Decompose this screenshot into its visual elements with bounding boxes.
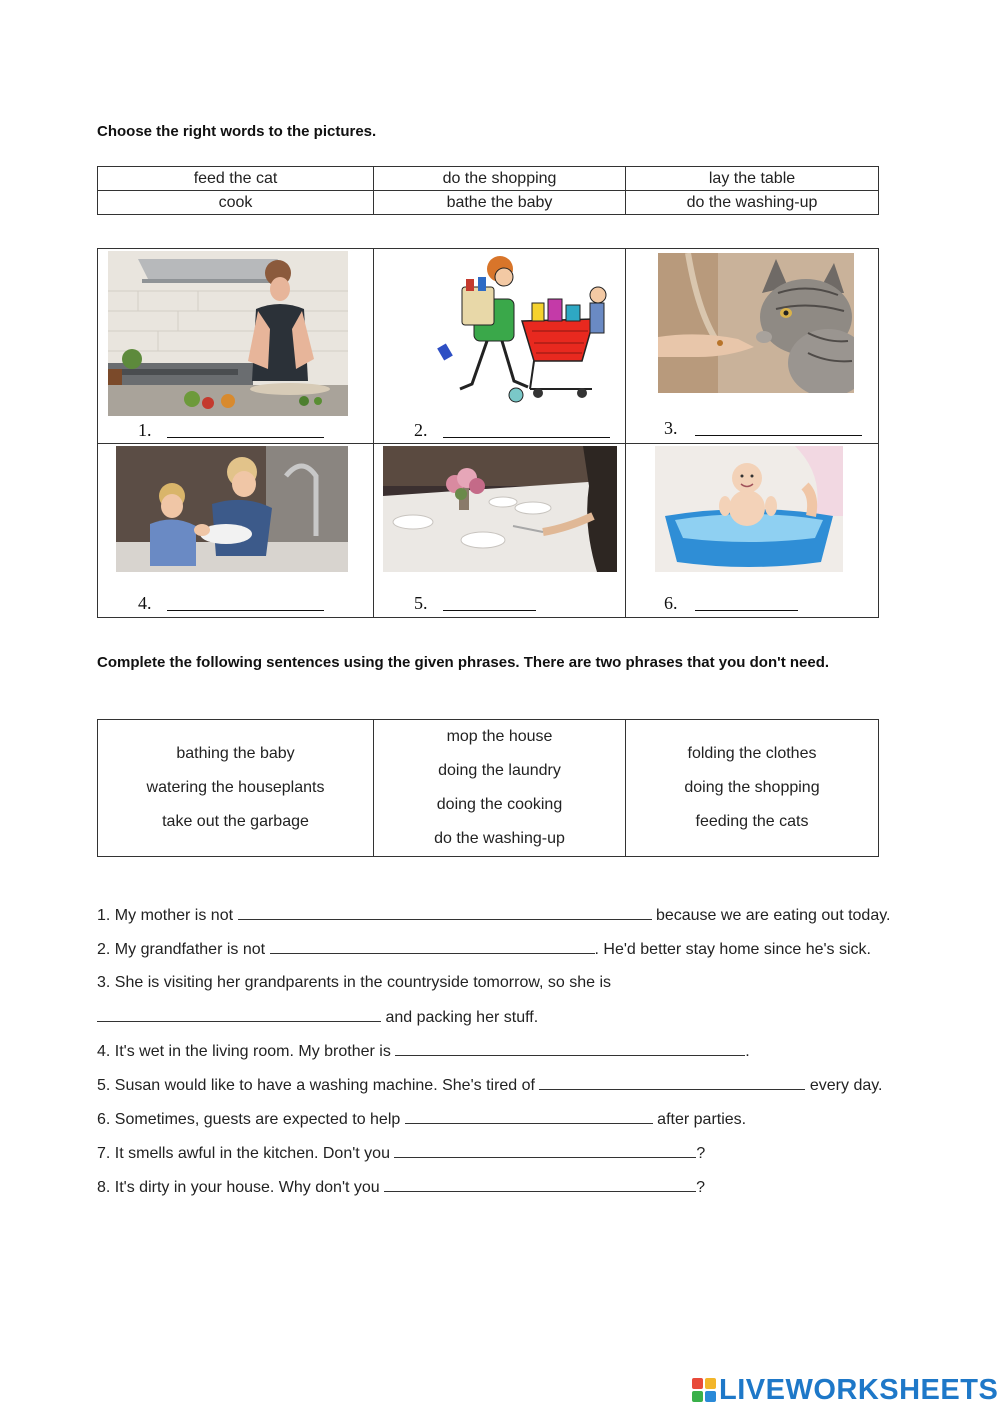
phrase: watering the houseplants bbox=[146, 779, 325, 796]
sentence-blank-2[interactable] bbox=[270, 940, 595, 954]
picture-cell-6 bbox=[626, 444, 879, 618]
sentence-8 bbox=[97, 1178, 705, 1197]
phrase: doing the laundry bbox=[438, 762, 561, 779]
sentence-5 bbox=[97, 1076, 883, 1095]
logo-mark-icon bbox=[692, 1378, 716, 1402]
sentence-7 bbox=[97, 1144, 705, 1163]
picture-cell-5 bbox=[374, 444, 626, 618]
picture-cell-1 bbox=[98, 249, 374, 444]
sentence-4 bbox=[97, 1042, 750, 1061]
shopping-cartoon bbox=[432, 249, 612, 414]
cat-photo bbox=[658, 253, 854, 393]
logo-text: LIVEWORKSHEETS bbox=[719, 1373, 999, 1406]
sentence-text: 4. It's wet in the living room. My brother is bbox=[97, 1043, 396, 1060]
sentence-text: and packing her stuff. bbox=[381, 1009, 539, 1026]
phrase-column-3 bbox=[626, 720, 879, 857]
picture-cell-3 bbox=[626, 249, 879, 444]
sentence-blank-5[interactable] bbox=[539, 1076, 805, 1090]
sentence-text: 1. My mother is not bbox=[97, 907, 238, 924]
phrase-column-2 bbox=[374, 720, 626, 857]
sentence-text: 8. It's dirty in your house. Why don't you bbox=[97, 1179, 385, 1196]
picture-number: 4. bbox=[138, 593, 152, 613]
sentence-text: because we are eating out today. bbox=[651, 907, 891, 924]
phrase: folding the clothes bbox=[687, 745, 817, 762]
sentence-text: . bbox=[745, 1043, 750, 1060]
sentence-blank-4[interactable] bbox=[395, 1042, 745, 1056]
sentence-3-continued bbox=[97, 1008, 538, 1027]
picture-cell-4 bbox=[98, 444, 374, 618]
answer-input-4[interactable] bbox=[167, 593, 324, 611]
pictures-table bbox=[97, 248, 879, 618]
answer-input-3[interactable] bbox=[695, 418, 862, 436]
word-bank-row bbox=[98, 191, 879, 215]
washing-up-photo bbox=[116, 446, 348, 572]
answer-input-5[interactable] bbox=[443, 593, 536, 611]
phrase-column-1 bbox=[98, 720, 374, 857]
sentence-text: every day. bbox=[805, 1077, 883, 1094]
answer-input-6[interactable] bbox=[695, 593, 798, 611]
sentence-3 bbox=[97, 974, 611, 992]
sentence-6 bbox=[97, 1110, 746, 1129]
sentence-blank-7[interactable] bbox=[394, 1144, 696, 1158]
section1-heading: Choose the right words to the pictures. bbox=[97, 123, 377, 140]
sentence-text: 6. Sometimes, guests are expected to help bbox=[97, 1111, 405, 1128]
picture-number: 6. bbox=[664, 593, 678, 613]
sentence-text: ? bbox=[696, 1179, 706, 1196]
section2-heading: Complete the following sentences using the given phrases. There are two phrases that you don't need. bbox=[97, 654, 830, 671]
phrase: bathing the baby bbox=[176, 745, 295, 762]
picture-number: 3. bbox=[664, 418, 678, 438]
phrase: take out the garbage bbox=[162, 813, 309, 830]
word-bank-cell: do the washing-up bbox=[626, 191, 879, 215]
sentence-text: 3. She is visiting her grandparents in the countryside tomorrow, so she is bbox=[97, 974, 612, 991]
sentence-blank-3[interactable] bbox=[97, 1008, 381, 1022]
word-bank-cell: lay the table bbox=[626, 167, 879, 191]
word-bank-row bbox=[98, 167, 879, 191]
phrase-bank-table bbox=[97, 719, 879, 857]
sentence-2 bbox=[97, 940, 871, 959]
answer-input-2[interactable] bbox=[443, 420, 610, 438]
phrase: do the washing-up bbox=[434, 830, 565, 847]
sentence-text: 5. Susan would like to have a washing machine. She's tired of bbox=[97, 1077, 540, 1094]
sentence-blank-1[interactable] bbox=[238, 906, 652, 920]
phrase: feeding the cats bbox=[695, 813, 809, 830]
phrase: doing the cooking bbox=[436, 796, 563, 813]
sentence-text: ? bbox=[696, 1145, 706, 1162]
cooking-photo bbox=[108, 251, 348, 416]
word-bank-cell: cook bbox=[98, 191, 374, 215]
picture-number: 5. bbox=[414, 593, 428, 613]
laying-table-photo bbox=[383, 446, 617, 572]
sentence-text: 2. My grandfather is not bbox=[97, 941, 270, 958]
sentence-1 bbox=[97, 906, 890, 925]
phrase: mop the house bbox=[446, 728, 553, 745]
sentence-text: 7. It smells awful in the kitchen. Don't you bbox=[97, 1145, 395, 1162]
picture-number: 2. bbox=[414, 420, 428, 440]
sentence-text: after parties. bbox=[652, 1111, 747, 1128]
word-bank-cell: feed the cat bbox=[98, 167, 374, 191]
picture-number: 1. bbox=[138, 420, 152, 440]
liveworksheets-logo bbox=[692, 1374, 998, 1406]
baby-bath-photo bbox=[655, 446, 843, 572]
word-bank-cell: do the shopping bbox=[374, 167, 626, 191]
sentence-blank-8[interactable] bbox=[384, 1178, 696, 1192]
sentence-text: . He'd better stay home since he's sick. bbox=[594, 941, 871, 958]
sentence-blank-6[interactable] bbox=[405, 1110, 653, 1124]
word-bank-cell: bathe the baby bbox=[374, 191, 626, 215]
picture-cell-2 bbox=[374, 249, 626, 444]
answer-input-1[interactable] bbox=[167, 420, 324, 438]
phrase: doing the shopping bbox=[684, 779, 820, 796]
word-bank-table bbox=[97, 166, 879, 215]
